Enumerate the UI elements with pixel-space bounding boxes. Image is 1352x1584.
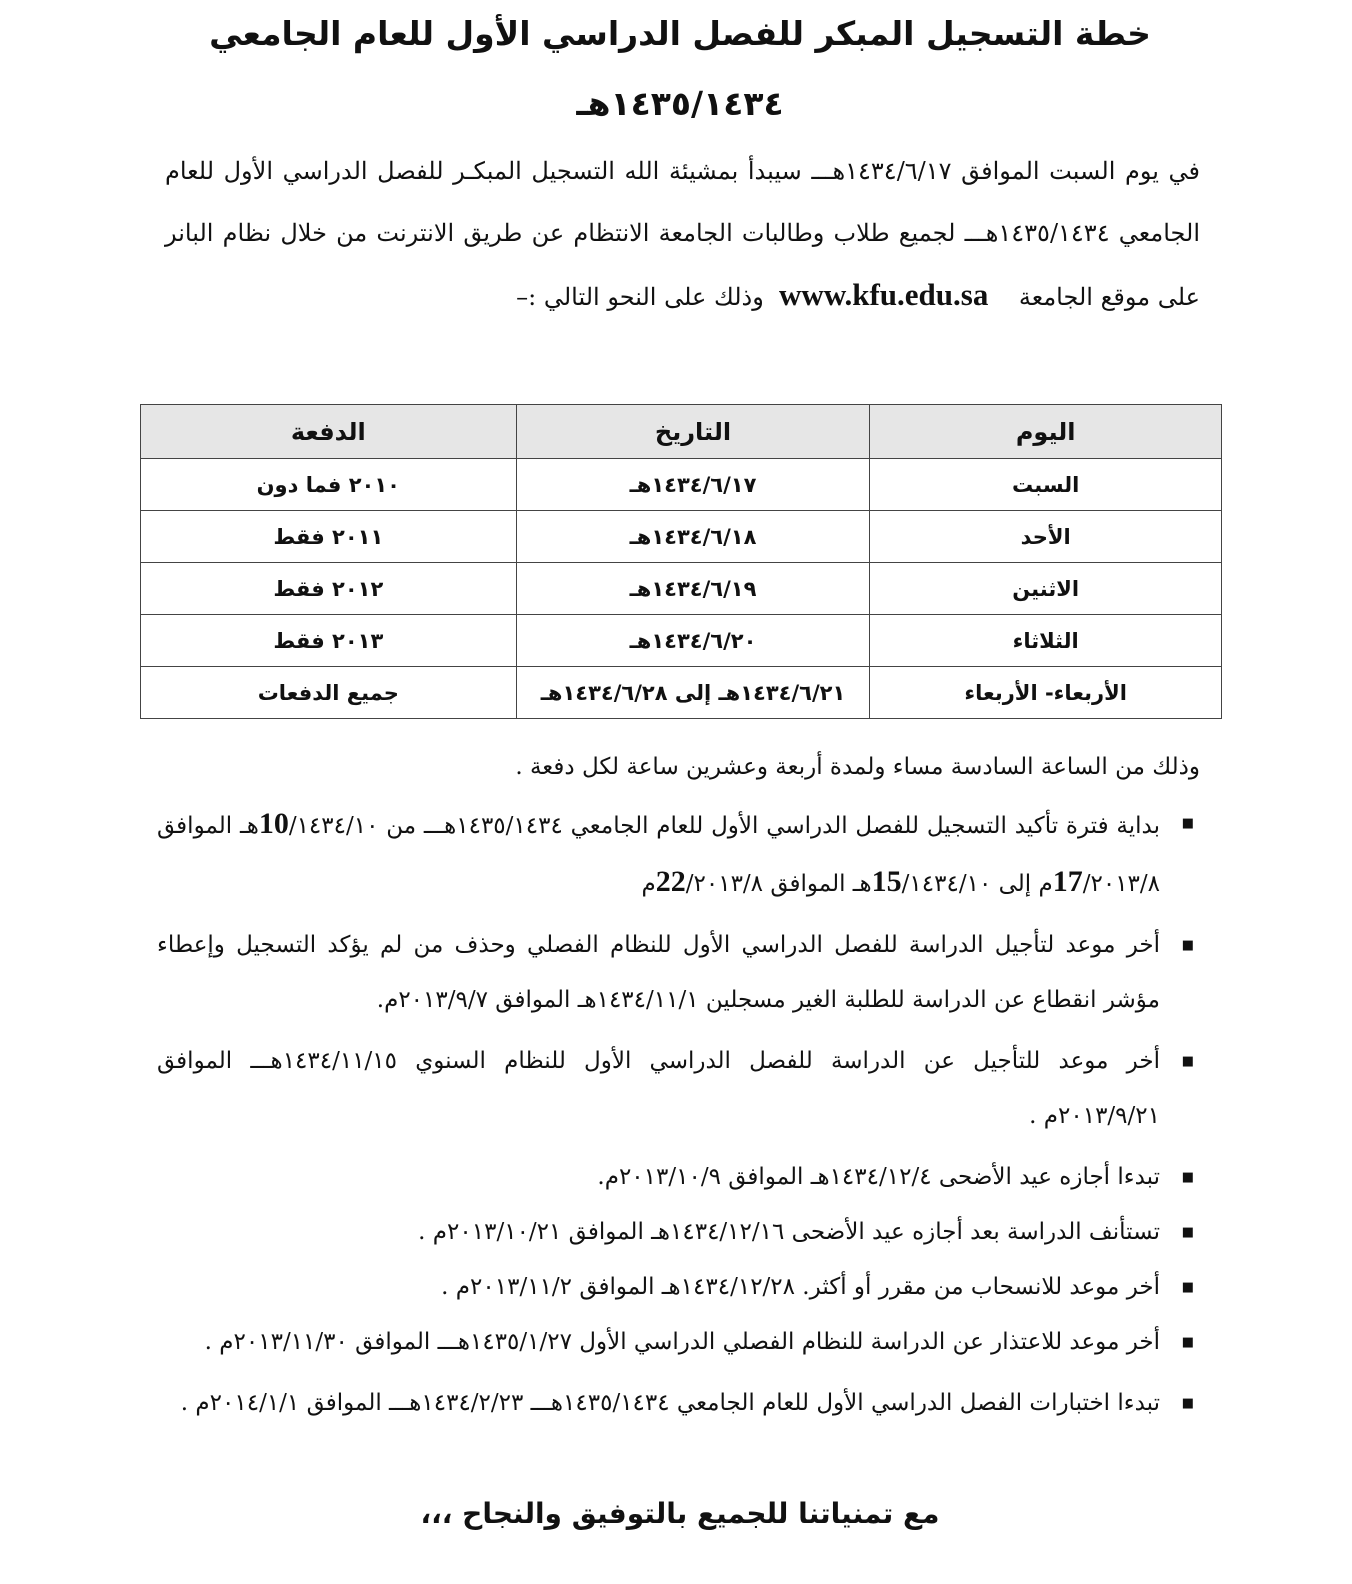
table-row (141, 511, 1222, 563)
cell-batch: ٢٠١٣ فقط (141, 615, 517, 667)
table-row (141, 615, 1222, 667)
bullet-icon: ■ (1181, 816, 1194, 831)
table-row (141, 459, 1222, 511)
cell-batch: ٢٠١١ فقط (141, 511, 517, 563)
list-item-text: أخر موعد للاعتذار عن الدراسة للنظام الفصلي الدراسي الأول ١٤٣٥/١/٢٧هـــ الموافق ٢٠١٣/١١/٣٠م . (204, 1329, 1160, 1355)
list-item-text: /١٤٣٤/١٠هـ الموافق (157, 813, 379, 839)
cell-day: السبت (870, 459, 1222, 511)
table-row (141, 563, 1222, 615)
column-header-batch: الدفعة (141, 405, 517, 459)
document-title: خطة التسجيل المبكر للفصل الدراسي الأول للعام الجامعي (209, 14, 1151, 53)
university-website-link[interactable]: www.kfu.edu.sa (779, 277, 989, 312)
list-item-text: أخر موعد لتأجيل الدراسة للفصل الدراسي الأول للنظام الفصلي وحذف من لم يؤكد التسجيل وإعطاء مؤشر انقطاع عن الدراسة للطلبة الغير مسجلين ١٤٣٤/١١/١هـ الموافق ٢٠١٣/٩/٧م. (157, 932, 1160, 1013)
list-item-text: تستأنف الدراسة بعد أجازه عيد الأضحى ١٤٣٤/١٢/١٦هـ الموافق ٢٠١٣/١٠/٢١م . (418, 1219, 1160, 1245)
cell-day: الأربعاء- الأربعاء (870, 667, 1222, 719)
list-item-text: /٢٠١٣/٨م (641, 871, 764, 897)
intro-text-end: وذلك على النحو التالي :– (516, 283, 764, 311)
list-item (157, 796, 1202, 912)
list-item-text: تبدءا أجازه عيد الأضحى ١٤٣٤/١٢/٤هـ الموافق ٢٠١٣/١٠/٩م. (597, 1164, 1160, 1190)
cell-day: الثلاثاء (870, 615, 1222, 667)
cell-date: ١٤٣٤/٦/٢٠هـ (516, 615, 870, 667)
list-item-text: أخر موعد للانسحاب من مقرر أو أكثر. ١٤٣٤/١٢/٢٨هـ الموافق ٢٠١٣/١١/٢م . (441, 1274, 1160, 1300)
highlighted-number: 10 (258, 807, 289, 840)
list-item-text: /٢٠١٣/٨م إلى (991, 871, 1160, 897)
highlighted-number: 22 (655, 865, 686, 898)
cell-date: ١٤٣٤/٦/١٨هـ (516, 511, 870, 563)
bullet-icon: ■ (1181, 938, 1194, 953)
list-item-text: بداية فترة تأكيد التسجيل للفصل الدراسي الأول للعام الجامعي ١٤٣٥/١٤٣٤هـــ من (378, 813, 1160, 839)
list-item-text: تبدءا اختبارات الفصل الدراسي الأول للعام الجامعي ١٤٣٥/١٤٣٤هـــ ١٤٣٤/٢/٢٣هـــ الموافق ٢٠١٤/١/١م . (180, 1390, 1160, 1416)
key-dates-list (157, 796, 1202, 1431)
cell-batch: جميع الدفعات (141, 667, 517, 719)
column-header-date: التاريخ (516, 405, 870, 459)
cell-date: ١٤٣٤/٦/١٩هـ (516, 563, 870, 615)
bullet-icon: ■ (1181, 1170, 1194, 1185)
list-item (157, 1205, 1202, 1260)
highlighted-number: 17 (1052, 865, 1083, 898)
intro-text: في يوم السبت الموافق ١٤٣٤/٦/١٧هـــ سيبدأ بمشيئة الله التسجيل المبكـر للفصل الدراسي الأول للعام الجامعي ١٤٣٥/١٤٣٤هـــ لجميع طلاب وطالبات الجامعة الانتظام عن طريق الانترنت من خلال نظام البانر على موقع الجامعة (165, 157, 1200, 311)
list-item (157, 918, 1202, 1028)
schedule-note: وذلك من الساعة السادسة مساء ولمدة أربعة وعشرين ساعة لكل دفعة . (515, 754, 1200, 780)
bullet-icon: ■ (1181, 1280, 1194, 1295)
bullet-icon: ■ (1181, 1054, 1194, 1069)
cell-day: الاثنين (870, 563, 1222, 615)
list-item (157, 1315, 1202, 1370)
closing-wishes: مع تمنياتنا للجميع بالتوفيق والنجاح ،،، (420, 1497, 940, 1530)
list-item-text: أخر موعد للتأجيل عن الدراسة للفصل الدراسي الأول للنظام السنوي ١٤٣٤/١١/١٥هـــ الموافق ٢٠١٣/٩/٢١م . (157, 1048, 1160, 1129)
cell-date: ١٤٣٤/٦/٢١هـ إلى ١٤٣٤/٦/٢٨هـ (516, 667, 870, 719)
registration-schedule-table (140, 404, 1222, 719)
column-header-day: اليوم (870, 405, 1222, 459)
cell-day: الأحد (870, 511, 1222, 563)
document-title-year: ١٤٣٥/١٤٣٤هـ (576, 84, 784, 123)
bullet-icon: ■ (1181, 1396, 1194, 1411)
table-header-row (141, 405, 1222, 459)
bullet-icon: ■ (1181, 1335, 1194, 1350)
list-item-text: /١٤٣٤/١٠هـ الموافق (763, 871, 992, 897)
cell-batch: ٢٠١٠ فما دون (141, 459, 517, 511)
list-item (157, 1150, 1202, 1205)
intro-paragraph (165, 140, 1200, 328)
highlighted-number: 15 (871, 865, 902, 898)
bullet-icon: ■ (1181, 1225, 1194, 1240)
cell-batch: ٢٠١٢ فقط (141, 563, 517, 615)
cell-date: ١٤٣٤/٦/١٧هـ (516, 459, 870, 511)
list-item (157, 1260, 1202, 1315)
list-item (157, 1034, 1202, 1144)
table-row (141, 667, 1222, 719)
list-item (157, 1376, 1202, 1431)
